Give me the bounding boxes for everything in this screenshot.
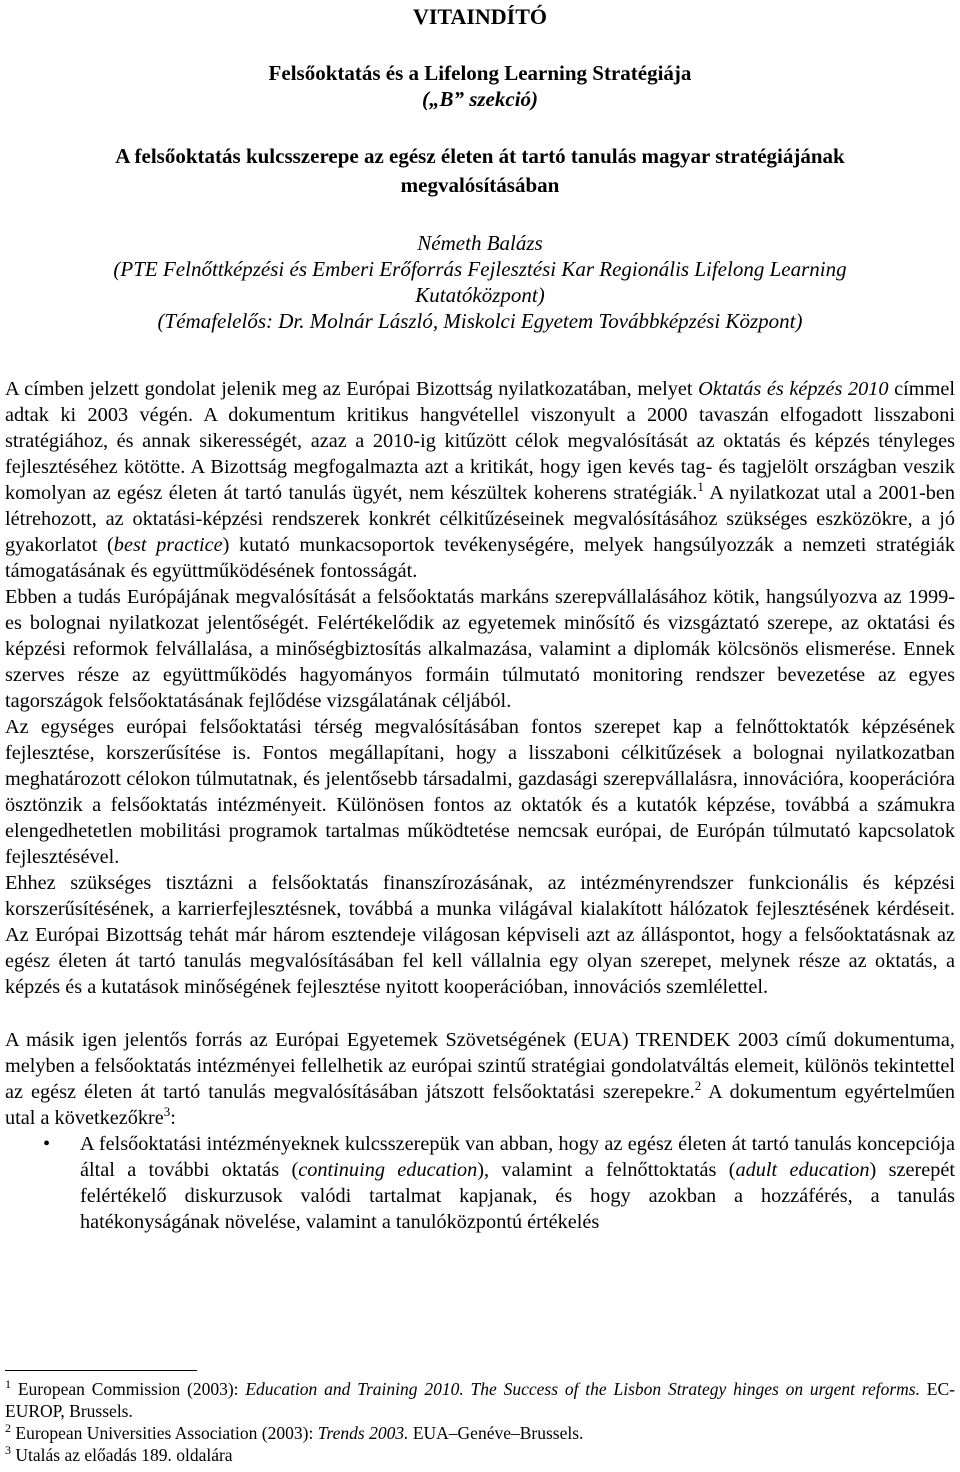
footnote-ref-1[interactable]: 1 [697, 479, 704, 495]
conference-subtitle [5, 60, 955, 112]
paper-heading-line1: A felsőoktatás kulcsszerepe az egész életen át tartó tanulás magyar stratégiájának [115, 144, 845, 168]
paper-heading-line2: megvalósításában [400, 173, 560, 197]
author-name: Németh Balázs [417, 231, 543, 255]
footnote-2 [5, 1422, 955, 1444]
paragraph-2: Ebben a tudás Európájának megvalósítását a felsőoktatás markáns szerepvállalásához kötik, hangsúlyozva az 1999-es bolognai nyilatkozat jelentőségét. Felértékelődik az egyetemek minősítő és vizsgáztató szerepe, az oktatási és képzési reformok felvállalása, a minőségbiztosítás alkalmazása, valamint a diplomák kölcsönös elismerése. Ennek szerves része az együttműködés hagyományos formáin túlmutató monitoring rendszer bevezetése az egyes tagországok felsőoktatásának fejlődése vizsgálatának céljából. [5, 586, 955, 712]
footnotes [5, 1378, 955, 1466]
paragraph-1 [5, 376, 955, 584]
body-text [5, 376, 955, 1235]
author-affiliation-line1: (PTE Felnőttképzési és Emberi Erőforrás Fejlesztési Kar Regionális Lifelong Learning [113, 257, 847, 281]
footnote-ref-3[interactable]: 3 [163, 1104, 171, 1120]
text-run: A nyilatkozat utal a 2001-ben létrehozott, az oktatási-képzési rendszerek konkrét célkitűzéseinek megvalósításához szükséges eszközökre, a jó gyakorlatot ( [5, 482, 955, 556]
text-run: European Commission (2003): [11, 1379, 246, 1399]
footnote-number: 2 [5, 1421, 11, 1436]
italic-title: Education and Training 2010. The Success of the Lisbon Strategy hinges on urgent reforms. [245, 1379, 920, 1399]
text-run: ), valamint a felnőttoktatás ( [477, 1159, 736, 1181]
footnote-number: 1 [5, 1377, 11, 1392]
footnote-3 [5, 1444, 955, 1466]
text-run: ) kutató munkacsoportok tevékenységére, melyek hangsúlyozzák a nemzeti stratégiák támogatásának és együttműködésének fontosságát. [5, 534, 955, 582]
text-run: ) szerepét felértékelő diskurzusok valódi tartalmat kapjanak, és hogy azokban a hozzáférés, a tanulás hatékonyságának növelése, valamint a tanulóközpontú értékelés [80, 1159, 956, 1233]
paragraph-5 [5, 1027, 955, 1131]
italic-title: Trends 2003. [317, 1423, 409, 1443]
italic-term: adult education [735, 1159, 870, 1181]
author-supervisor: (Témafelelős: Dr. Molnár László, Miskolci Egyetem Továbbképzési Központ) [157, 309, 803, 333]
text-run: A felsőoktatási intézményeknek kulcsszerepük van abban, hogy az egész életen át tartó tanulás koncepciója által a további oktatás ( [80, 1133, 955, 1181]
subtitle-line: Felsőoktatás és a Lifelong Learning Stratégiája [268, 61, 692, 85]
paragraph-4: Ehhez szükséges tisztázni a felsőoktatás finanszírozásának, az intézményrendszer funkcionális és képzési korszerűsítésének, a karrierfejlesztésnek, továbbá a munka világával kialakított hálózatok fejlesztésének kérdéseit. Az Európai Bizottság tehát már három esztendeje világosan képviseli azt az álláspontot, hogy a felsőoktatásnak az egész életen át tartó tanulás megvalósításában fel kell vállalnia egy olyan szerepet, melynek része az oktatás, a képzés és a kutatások minőségének fejlesztése nyitott kooperációban, innovációs szemlélettel. [5, 872, 955, 998]
text-run: címmel adtak ki 2003 végén. A dokumentum kritikus hangvétellel viszonyult a 2000 tavaszán elfogadott lisszaboni stratégiához, és annak sikerességét, azaz a 2010-ig kitűzött célok megvalósítását az oktatás és képzés tényleges fejlesztéséhez kötötte. A Bizottság megfogalmazta azt a kritikát, hogy igen kevés tag- és tagjelölt országban veszik komolyan az egész életen át tartó tanulás ügyét, nem készültek koherens stratégiák. [5, 378, 955, 504]
text-run: A dokumentum egyértelműen utal a következőkre [5, 1081, 955, 1129]
section-label: („B” szekció) [421, 87, 539, 111]
footnote-1 [5, 1378, 955, 1422]
italic-title: Oktatás és képzés 2010 [698, 378, 889, 400]
italic-term: continuing education [298, 1159, 478, 1181]
footnote-ref-2[interactable]: 2 [694, 1078, 702, 1094]
author-block [5, 230, 955, 334]
paragraph-3: Az egységes európai felsőoktatási térség megvalósításában fontos szerepet kap a felnőttoktatók képzésének fejlesztése, korszerűsítése is. Fontos megállapítani, hogy a lisszaboni célkitűzések a bolognai nyilatkozatban meghatározott célokon túlmutatnak, és jelentősebb társadalmi, gazdasági szerepvállalásra, innovációra, kooperációra ösztönzik a felsőoktatás intézményeit. Különösen fontos az oktatók és a kutatók képzése, továbbá a számukra elengedhetetlen mobilitási programok tartalmas működtetése nemcsak európai, de Európán túlmutató kapcsolatok fejlesztésével. [5, 716, 955, 868]
text-run: EC-EUROP, Brussels. [5, 1379, 955, 1421]
document-title: VITAINDÍTÓ [412, 4, 548, 29]
text-run: EUA–Genéve–Brussels. [408, 1423, 584, 1443]
bullet-list [5, 1131, 955, 1235]
paper-heading [5, 142, 955, 200]
text-run: : [170, 1107, 176, 1129]
author-affiliation-line2: Kutatóközpont) [415, 283, 545, 307]
footnote-separator [5, 1370, 197, 1371]
text-run: Utalás az előadás 189. oldalára [11, 1445, 233, 1465]
italic-term: best practice [113, 534, 223, 556]
bullet-icon: • [43, 1133, 51, 1155]
text-run: A címben jelzett gondolat jelenik meg az Európai Bizottság nyilatkozatában, melyet [5, 378, 699, 400]
list-item [5, 1131, 955, 1235]
footnote-number: 3 [5, 1443, 11, 1458]
text-run: A másik igen jelentős forrás az Európai Egyetemek Szövetségének (EUA) TRENDEK 2003 című dokumentuma, melyben a felsőoktatás intézményei fellelhetik az európai szintű stratégiai gondolatváltás elemeit, különös tekintettel az egész életen át tartó tanulás megvalósításában játszott felsőoktatási szerepekre. [5, 1029, 955, 1103]
text-run: European Universities Association (2003): [11, 1423, 318, 1443]
